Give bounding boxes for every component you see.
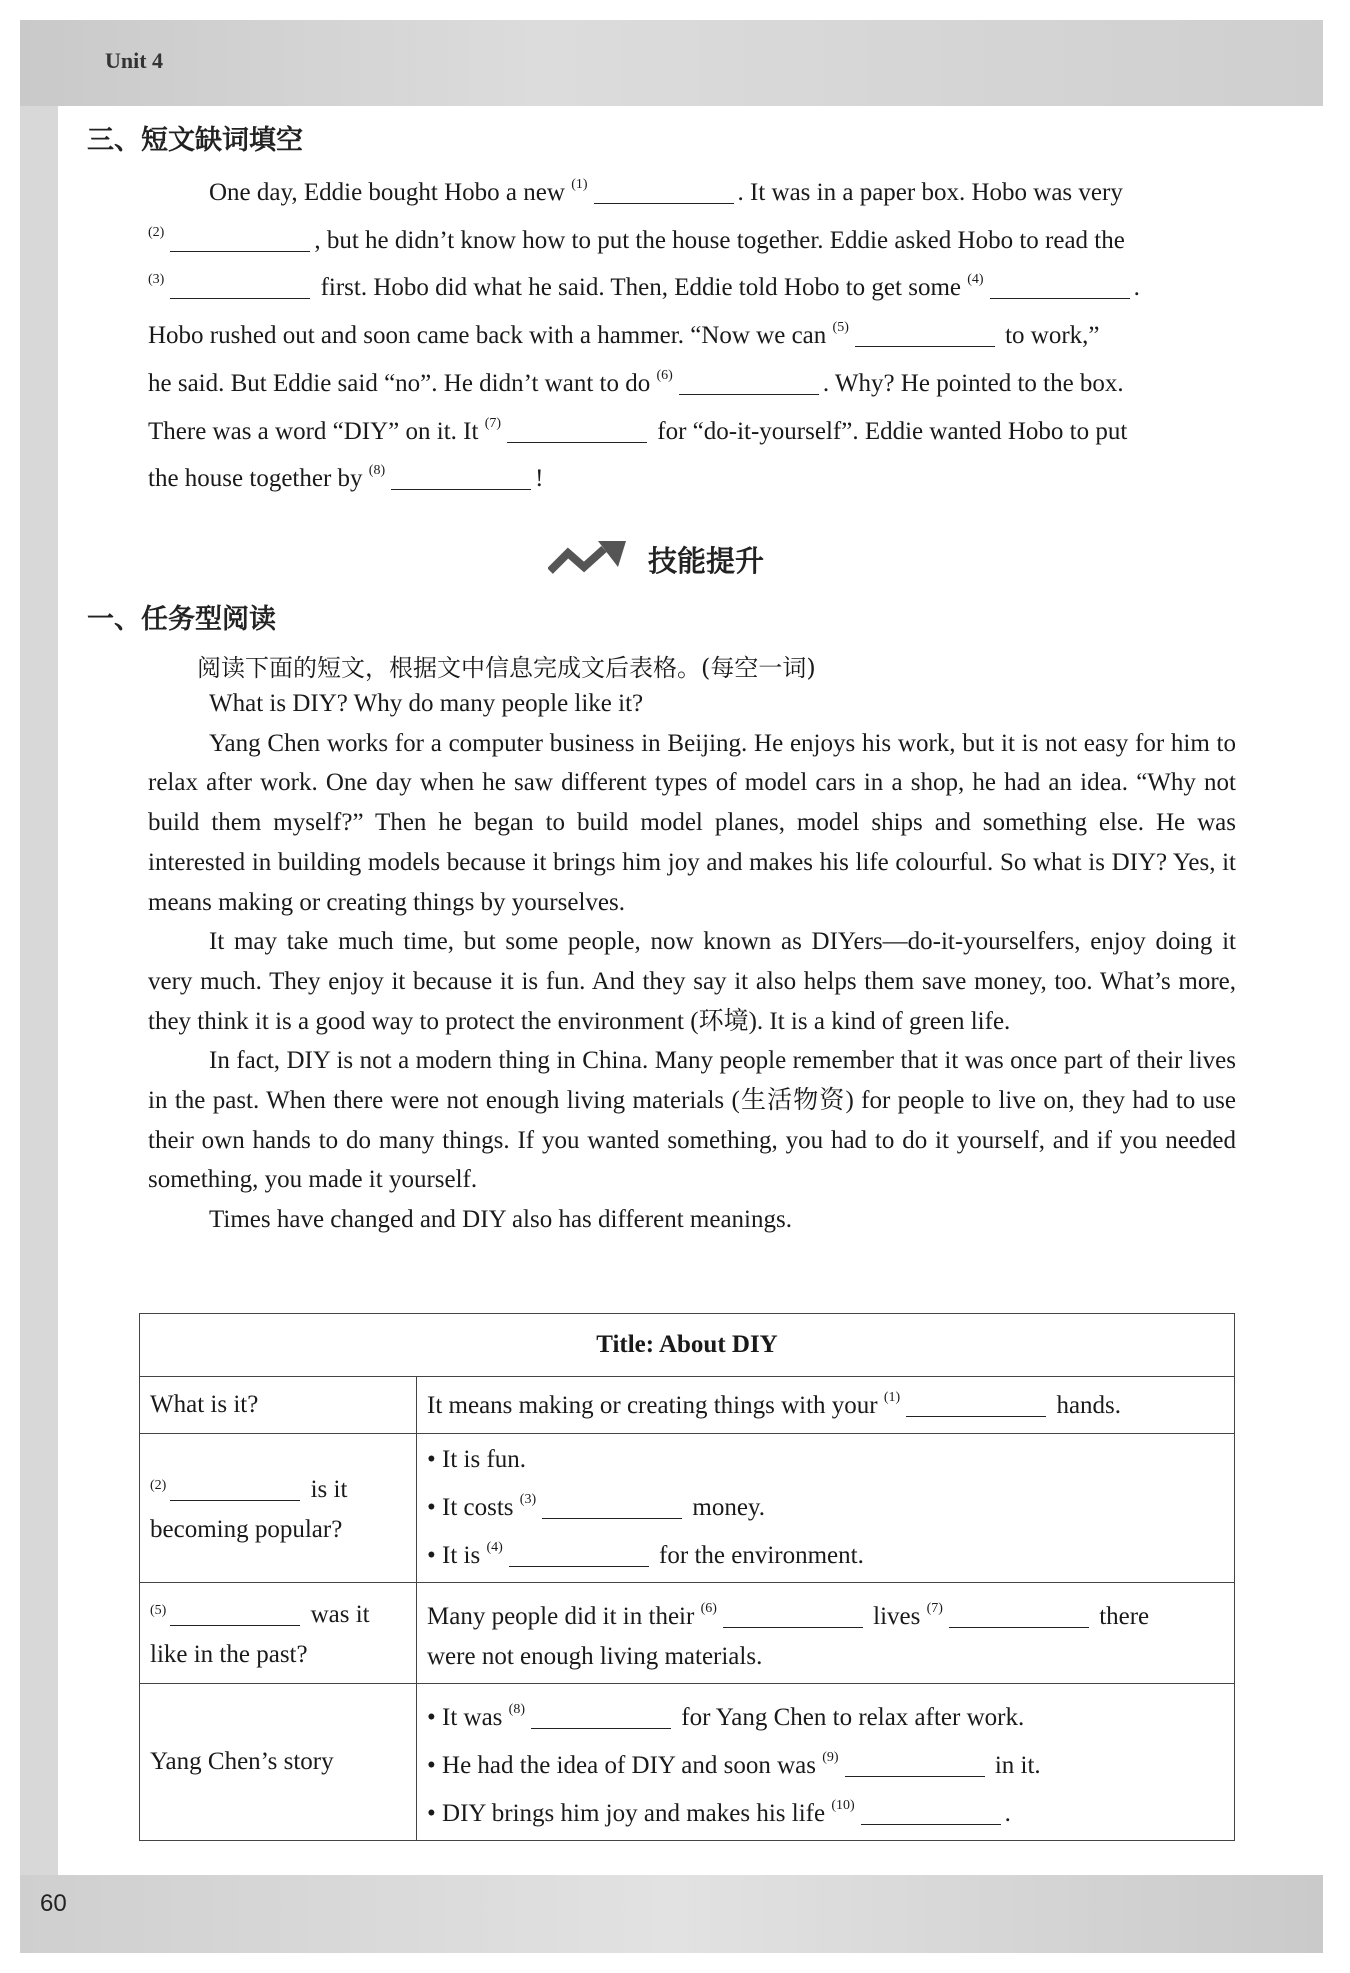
table-blank-10[interactable] bbox=[861, 1802, 1001, 1825]
passage-paragraph-2: It may take much time, but some people, now known as DIYers—do-it-yourselfers, enjoy doing it very much. They enjoy it because it is fun. And they say it also helps them save money, too. What’s more, they think it is a good way to protect the environment (环境). It is a kind of green life. bbox=[148, 928, 1236, 1035]
table-blank-4[interactable] bbox=[509, 1544, 649, 1567]
footer-band bbox=[20, 1875, 1323, 1953]
blank-2[interactable] bbox=[170, 229, 310, 252]
header-band bbox=[20, 20, 1323, 106]
skill-banner-label: 技能提升 bbox=[648, 544, 765, 578]
blank-3[interactable] bbox=[170, 276, 310, 299]
passage-paragraph-3: In fact, DIY is not a modern thing in China. Many people remember that it was once part of their lives in the past. When there were not enough living materials (生活物资) for people to live on, they had to use their own hands to do many things. If you wanted something, you had to do it yourself, and if you needed something, you made it yourself. bbox=[148, 1047, 1236, 1194]
table-blank-3[interactable] bbox=[542, 1496, 682, 1519]
blank-7[interactable] bbox=[507, 420, 647, 443]
blank-5[interactable] bbox=[855, 324, 995, 347]
row-label: $^{(5)}$ was it like in the past? bbox=[140, 1583, 417, 1684]
table-row bbox=[140, 1377, 1235, 1434]
row-content: Many people did it in their $^{(6)}$ lives $^{(7)}$ there were not enough living materials. bbox=[417, 1583, 1235, 1684]
blank-1[interactable] bbox=[594, 181, 734, 204]
cloze-passage: One day, Eddie bought Hobo a new $^{(1)}$ . It was in a paper box. Hobo was very $^{(2)}$ , but he didn’t know how to put the house together. Eddie asked Hobo to read the $^{(3)}$ first. Hobo did what he said. Then, Eddie told Hobo to get some $^{(4)}$ . Hobo rushed out and soon came back with a hammer. “Now we can $^{(5)}$ to work,” he said. But Eddie said “no”. He didn’t want to do $^{(6)}$ . Why? He pointed to the box. There was a word “DIY” on it. It $^{(7)}$ for “do-it-yourself”. Eddie wanted Hobo to put the house together by $^{(8)}$ ! bbox=[148, 177, 1140, 493]
section3-title: 三、短文缺词填空 bbox=[87, 125, 303, 156]
row-content: • It is fun. • It costs $^{(3)}$ money. • It is $^{(4)}$ for the environment. bbox=[417, 1434, 1235, 1583]
row-content: • It was $^{(8)}$ for Yang Chen to relax after work. • He had the idea of DIY and soon was $^{(9)}$ in it. • DIY brings him joy and makes his life $^{(10)}$ . bbox=[417, 1684, 1235, 1841]
table-blank-2[interactable] bbox=[170, 1478, 300, 1501]
row-label: $^{(2)}$ is it becoming popular? bbox=[140, 1434, 417, 1583]
table-blank-8[interactable] bbox=[531, 1706, 671, 1729]
blank-8[interactable] bbox=[391, 467, 531, 490]
zigzag-arrow-icon bbox=[548, 541, 628, 577]
reading-passage bbox=[148, 684, 1236, 1240]
table-blank-9[interactable] bbox=[845, 1754, 985, 1777]
table-blank-7[interactable] bbox=[949, 1605, 1089, 1628]
row-label: What is it? bbox=[140, 1377, 417, 1434]
passage-question: What is DIY? Why do many people like it? bbox=[209, 690, 644, 717]
instruction: 阅读下面的短文，根据文中信息完成文后表格。(每空一词) bbox=[197, 654, 816, 682]
blank-4[interactable] bbox=[990, 276, 1130, 299]
row-label: Yang Chen’s story bbox=[140, 1684, 417, 1841]
table-row bbox=[140, 1434, 1235, 1583]
passage-paragraph-1: Yang Chen works for a computer business in Beijing. He enjoys his work, but it is not easy for him to relax after work. One day when he saw different types of model cars in a shop, he had an idea. “Why not build them myself?” Then he began to build model planes, model ships and something else. He was interested in building models because it brings him joy and makes his life colourful. So what is DIY? Yes, it means making or creating things by yourselves. bbox=[148, 729, 1236, 916]
table-blank-5[interactable] bbox=[170, 1603, 300, 1626]
table-title: Title: About DIY bbox=[140, 1314, 1235, 1377]
page-number: 60 bbox=[40, 1890, 67, 1917]
diy-table bbox=[139, 1313, 1235, 1841]
section1-title: 一、任务型阅读 bbox=[87, 604, 276, 635]
skill-banner bbox=[548, 533, 798, 587]
table-row bbox=[140, 1583, 1235, 1684]
table-blank-1[interactable] bbox=[906, 1394, 1046, 1417]
passage-paragraph-4: Times have changed and DIY also has different meanings. bbox=[209, 1206, 792, 1234]
unit-label: Unit 4 bbox=[105, 48, 164, 73]
table-blank-6[interactable] bbox=[723, 1605, 863, 1628]
table-row bbox=[140, 1684, 1235, 1841]
blank-6[interactable] bbox=[679, 372, 819, 395]
row-content: It means making or creating things with your $^{(1)}$ hands. bbox=[417, 1377, 1235, 1434]
